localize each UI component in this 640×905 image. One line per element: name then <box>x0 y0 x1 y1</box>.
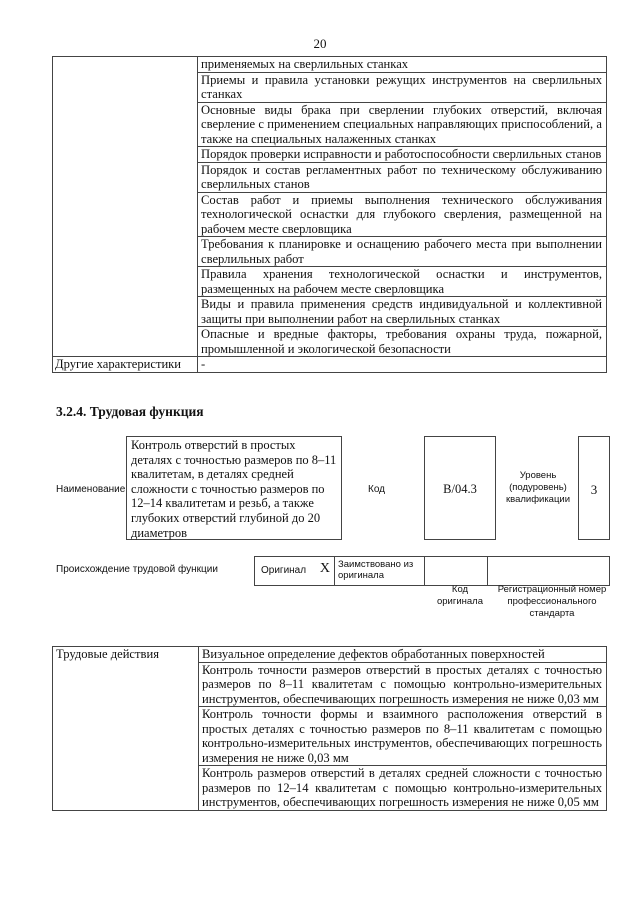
row-text: Опасные и вредные факторы, требования охраны труда, пожарной, промышленной и экологической безопасности <box>198 327 607 357</box>
origin-original-cell <box>255 557 335 585</box>
origin-grid <box>254 556 610 586</box>
qualification-level-box <box>578 436 610 540</box>
row-text: Правила хранения технологической оснастки и инструментов, размещенных на рабочем месте сверловщика <box>198 267 607 297</box>
function-name-box <box>126 436 342 540</box>
row-text: Приемы и правила установки режущих инструментов на сверлильных станках <box>198 72 607 102</box>
row-text: Визуальное определение дефектов обработанных поверхностей <box>199 647 607 663</box>
row-text: Порядок и состав регламентных работ по техническому обслуживанию сверлильных станов <box>198 162 607 192</box>
row-text: Состав работ и приемы выполнения технического обслуживания технологической оснастки для глубокого сверления, размещенной на рабочем месте сверловщика <box>198 192 607 237</box>
function-name: Контроль отверстий в простых деталях с точностью размеров по 8–11 квалитетам, в деталях средней сложности с точностью размеров по 12–14 квалитетам и резьб, а также глубоких отверстий глубиной до 20 диаметров <box>131 438 337 540</box>
row-text: Контроль точности размеров отверстий в простых деталях с точностью размеров по 8–11 квалитетам с помощью контрольно-измерительных инструментов, обеспечивающих погрешность измерения не ниже 0,03 мм <box>199 662 607 707</box>
row-text: Виды и правила применения средств индивидуальной и коллективной защиты при выполнении работ на сверлильных станках <box>198 297 607 327</box>
row-label <box>53 57 198 357</box>
origin-code-cell <box>425 557 488 585</box>
reg-number-label: Регистрационный номер профессионального стандарта <box>497 584 607 619</box>
actions-table <box>52 646 607 811</box>
origin-label: Происхождение трудовой функции <box>56 564 218 575</box>
row-text: Контроль точности формы и взаимного расположения отверстий в простых деталях с точностью размеров по 8–11 квалитетам с помощью контрольно-измерительных инструментов, обеспечивающих погрешность измерения не ниже 0,03 мм <box>199 707 607 766</box>
table-row <box>53 647 607 663</box>
qualification-level: 3 <box>590 482 598 497</box>
row-text: Основные виды брака при сверлении глубоких отверстий, включая сверление с применением специальных направляющих приспособлений, а также на специальных налаженных станках <box>198 102 607 147</box>
name-label: Наименование <box>56 484 126 495</box>
requirements-table <box>52 56 607 373</box>
row-text: Порядок проверки исправности и работоспособности сверлильных станов <box>198 147 607 163</box>
origin-reg-number-cell <box>487 557 609 585</box>
row-label: Другие характеристики <box>53 357 198 373</box>
table-row <box>53 357 607 373</box>
row-text: Контроль размеров отверстий в деталях средней сложности с точностью размеров по 12–14 квалитетам с помощью контрольно-измерительных инструментов, обеспечивающих погрешность измерения не ниже 0,05 мм <box>199 766 607 811</box>
row-text: применяемых на сверлильных станках <box>198 57 607 73</box>
function-code-box <box>424 436 496 540</box>
row-label: Трудовые действия <box>53 647 199 811</box>
function-code: В/04.3 <box>443 482 477 496</box>
origin-borrowed-label: Заимствовано из оригинала <box>338 559 414 581</box>
row-text: - <box>198 357 607 373</box>
section-title: 3.2.4. Трудовая функция <box>56 404 204 419</box>
origin-original-mark: X <box>319 561 330 576</box>
page-number: 20 <box>313 36 327 51</box>
origin-borrowed-cell <box>335 557 425 585</box>
code-label: Код <box>368 484 386 495</box>
code-original-label: Код оригинала <box>436 584 483 607</box>
qualification-level-label: Уровень (подуровень) квалификации <box>505 470 571 505</box>
origin-original-label: Оригинал <box>261 565 307 576</box>
table-row <box>53 57 607 73</box>
row-text: Требования к планировке и оснащению рабочего места при выполнении сверлильных работ <box>198 237 607 267</box>
